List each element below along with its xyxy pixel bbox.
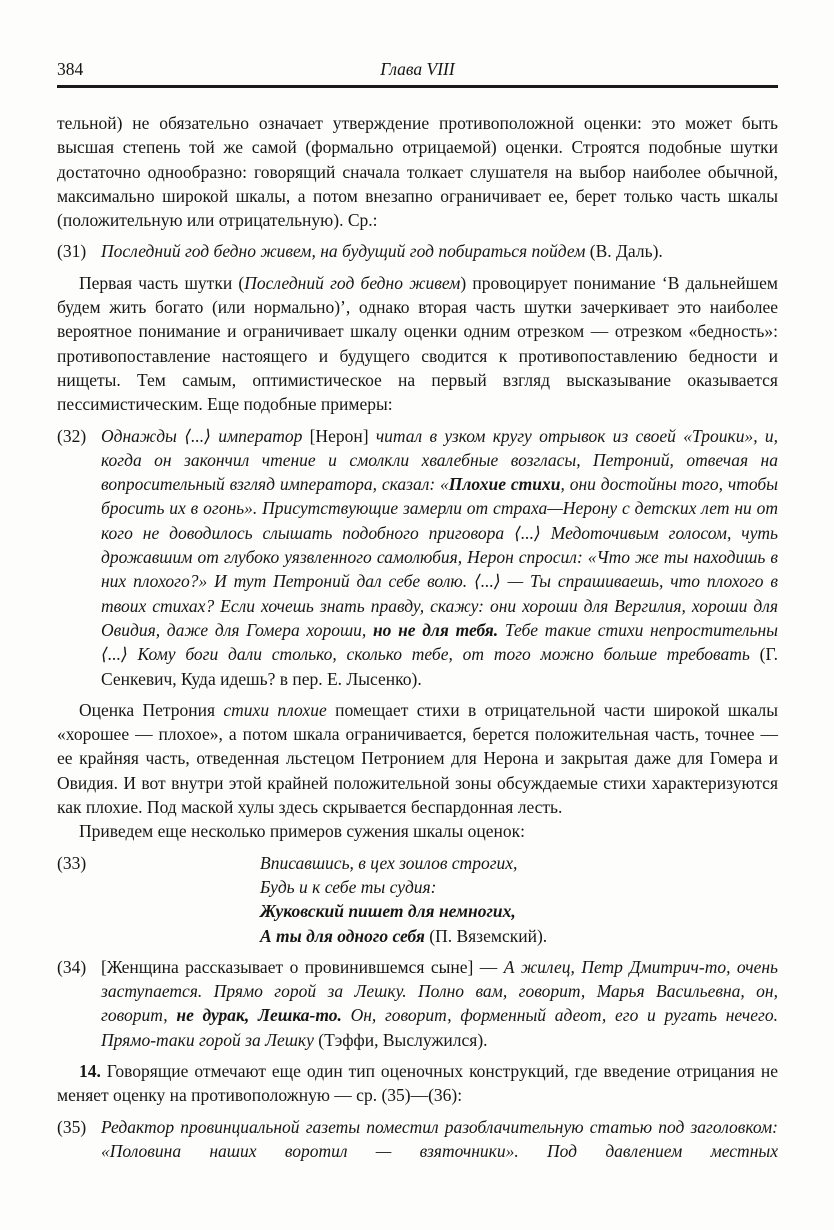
text-run: Тебе такие стихи непростительны ⟨...⟩ Кому боги дали столько, сколько тебе, от того можно больше требовать bbox=[101, 619, 778, 665]
text-run: Вписавшись, в цех зоилов строгих, bbox=[260, 852, 518, 873]
text-run: (П. Вяземский). bbox=[424, 925, 548, 946]
text-run: помещает стихи в отрицательной части широкой шкалы «хорошее — плохое», а потом шкала ограничивается, берется положительная часть, точнее — ее крайняя часть, отведенная льстецом Петронием для Нерона и закрытая даже для Гомера и Овидия. И вот внутри этой крайней положительной зоны обсуждаемые стихи характеризуются как плохие. Под маской хулы здесь скрывается беспардонная лесть. bbox=[57, 699, 778, 818]
text-run: [Женщина рассказывает о провинившемся сыне] — bbox=[101, 956, 504, 977]
paragraph-5 bbox=[57, 819, 778, 843]
text-run: Он, говорит, форменный адеот, его и ругать нечего. Прямо-таки горой за Лешку bbox=[101, 1005, 778, 1050]
page-body bbox=[57, 111, 778, 1163]
text-run: Говорящие отмечают еще один тип оценочных конструкций, где введение отрицания не меняет оценку на противоположную — ср. (35)—(36): bbox=[57, 1060, 778, 1106]
text-run: Оценка Петрония bbox=[79, 699, 224, 720]
example-label: (34) bbox=[57, 956, 87, 977]
text-run: А ты для одного себя bbox=[260, 925, 425, 946]
example-label: (32) bbox=[57, 425, 87, 446]
example-text bbox=[101, 955, 778, 1052]
text-run: тельной) не обязательно означает утверждение противоположной оценки: это может быть высшая степень той же самой (формально отрицаемой) оценки. Строятся подобные шутки достаточно однообразно: говорящий сначала толкает слушателя на выбор наиболее обычной, максимально широкой шкалы, а потом внезапно ограничивает ее, берет только часть шкалы (положительную или отрицательную). Ср.: bbox=[57, 113, 778, 231]
example-34 bbox=[57, 955, 778, 1052]
text-run: А жилец, Петр Дмитрич-то, очень заступается. Прямо горой за Лешку. Полно вам, говорит, Марья Васильевна, он, говорит, bbox=[101, 956, 778, 1026]
chapter-title: Глава VIII bbox=[380, 59, 455, 79]
text-run: Последний год бедно живем bbox=[244, 272, 461, 293]
example-35 bbox=[57, 1115, 778, 1164]
example-label: (33) bbox=[57, 852, 87, 873]
example-text bbox=[101, 424, 778, 691]
page-header bbox=[57, 58, 778, 82]
text-run: ) провоцирует понимание ‘В дальнейшем будем жить богато (или нормально)’, однако вторая часть шутки зачеркивает это наиболее вероятное понимание и ограничивает шкалу оценки одним отрезком — отрезком «бедность»: противопоставление настоящего и будущего сводится к противопоставлению бедности и нищеты. Тем самым, оптимистическое на первый взгляд высказывание оказывается пессимистическим. Еще подобные примеры: bbox=[57, 272, 778, 415]
verse-line-1 bbox=[260, 851, 778, 875]
paragraph-2 bbox=[57, 271, 778, 417]
text-run: не дурак, Лешка-то. bbox=[176, 1005, 342, 1026]
example-32 bbox=[57, 424, 778, 691]
example-text bbox=[101, 1115, 778, 1164]
verse-block bbox=[101, 851, 778, 948]
header-rule bbox=[57, 85, 778, 88]
example-31 bbox=[57, 239, 778, 263]
verse-line-4 bbox=[260, 924, 778, 948]
text-run: Редактор провинциальной газеты поместил разоблачительную статью под заголовком: «Половина наших воротил — взяточники». Под давлением местных bbox=[101, 1116, 778, 1161]
paragraph-4 bbox=[57, 698, 778, 819]
example-label: (35) bbox=[57, 1116, 87, 1137]
text-run: [Нерон] bbox=[309, 425, 376, 446]
text-run: Приведем еще несколько примеров сужения шкалы оценок: bbox=[79, 821, 526, 842]
page-number: 384 bbox=[57, 59, 84, 79]
example-text bbox=[101, 239, 778, 263]
example-33 bbox=[57, 851, 778, 948]
text-run: но не для тебя. bbox=[372, 619, 499, 640]
text-run: Будь и к себе ты судия: bbox=[260, 876, 437, 897]
text-run: (Тэффи, Выслужился). bbox=[313, 1029, 488, 1050]
verse-line-3 bbox=[260, 899, 778, 923]
paragraph-0 bbox=[57, 111, 778, 232]
example-label: (31) bbox=[57, 241, 87, 262]
text-run: Однажды ⟨...⟩ император bbox=[101, 425, 310, 446]
text-run: Последний год бедно живем, на будущий год побираться пойдем bbox=[101, 241, 586, 262]
text-run: Плохие стихи bbox=[448, 474, 561, 495]
text-run: 14. bbox=[79, 1060, 101, 1081]
text-run: (Г. Сенкевич, Куда идешь? в пер. Е. Лысенко). bbox=[101, 644, 778, 689]
text-run: , они достойны того, чтобы бросить их в огонь». Присутствующие замерли от страха—Нерону с детских лет ни от кого не доводилось слышать подобного приговора ⟨...⟩ Медоточивым голосом, чуть дрожавшим от глубоко уязвленного самолюбия, Нерон спросил: «Что же ты находишь в них плохого?» И тут Петроний дал себе волю. ⟨...⟩ — Ты спрашиваешь, что плохого в твоих стихах? Если хочешь знать правду, скажу: они хороши для Вергилия, хороши для Овидия, даже для Гомера хороши, bbox=[101, 474, 778, 640]
text-run: Первая часть шутки ( bbox=[79, 272, 245, 293]
text-run: читал в узком кругу отрывок из своей «Троики», и, когда он закончил чтение и смолкли хвалебные возгласы, Петроний, отвечая на вопросительный взгляд императора, сказал: « bbox=[101, 425, 778, 495]
paragraph-8 bbox=[57, 1059, 778, 1108]
text-run: Жуковский пишет для немногих, bbox=[260, 901, 516, 922]
text-run: стихи плохие bbox=[223, 699, 327, 720]
verse-line-2 bbox=[260, 875, 778, 899]
text-run: (В. Даль). bbox=[585, 241, 663, 262]
